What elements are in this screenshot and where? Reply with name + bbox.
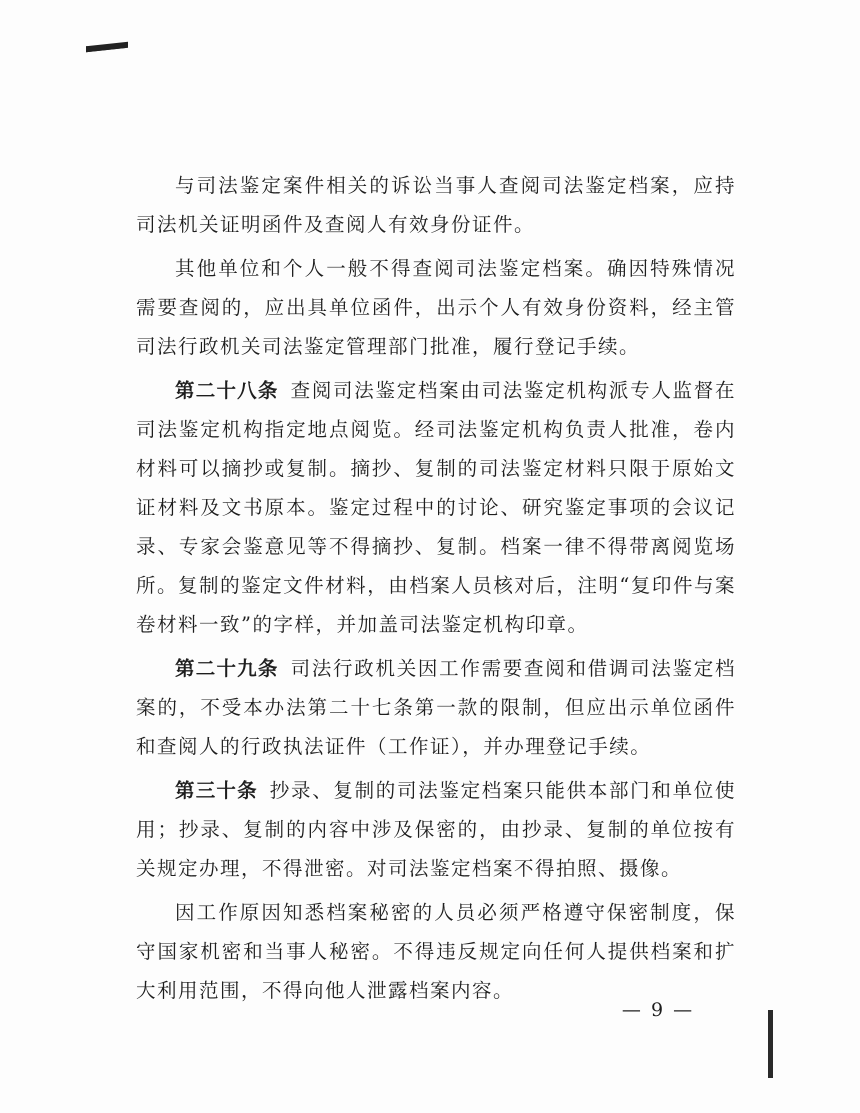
paragraph xyxy=(136,893,736,1010)
scan-edge-mark xyxy=(86,42,128,52)
paragraph-text: 其他单位和个人一般不得查阅司法鉴定档案。确因特殊情况需要查阅的，应出具单位函件，出示个人有效身份资料，经主管司法行政机关司法鉴定管理部门批准，履行登记手续。 xyxy=(136,257,736,358)
paragraph xyxy=(136,166,736,244)
page-number: — 9 — xyxy=(621,999,695,1021)
article-title: 第三十条 xyxy=(175,779,258,802)
article-paragraph xyxy=(136,371,736,644)
document-body xyxy=(136,166,736,1010)
article-paragraph xyxy=(136,649,736,766)
paragraph xyxy=(136,249,736,366)
paragraph-text: 查阅司法鉴定档案由司法鉴定机构派专人监督在司法鉴定机构指定地点阅览。经司法鉴定机构负责人批准，卷内材料可以摘抄或复制。摘抄、复制的司法鉴定材料只限于原始文证材料及文书原本。鉴定过程中的讨论、研究鉴定事项的会议记录、专家会鉴意见等不得摘抄、复制。档案一律不得带离阅览场所。复制的鉴定文件材料，由档案人员核对后，注明“复印件与案卷材料一致”的字样，并加盖司法鉴定机构印章。 xyxy=(136,379,736,636)
paragraph-text: 因工作原因知悉档案秘密的人员必须严格遵守保密制度，保守国家机密和当事人秘密。不得违反规定向任何人提供档案和扩大利用范围，不得向他人泄露档案内容。 xyxy=(136,901,736,1002)
article-title: 第二十八条 xyxy=(175,379,279,402)
paragraph-text: 抄录、复制的司法鉴定档案只能供本部门和单位使用；抄录、复制的内容中涉及保密的，由抄录、复制的单位按有关规定办理，不得泄密。对司法鉴定档案不得拍照、摄像。 xyxy=(136,779,736,880)
article-title: 第二十九条 xyxy=(175,657,279,680)
paragraph-text: 与司法鉴定案件相关的诉讼当事人查阅司法鉴定档案，应持司法机关证明函件及查阅人有效身份证件。 xyxy=(136,174,736,236)
scan-edge-mark xyxy=(768,1010,773,1078)
article-paragraph xyxy=(136,771,736,888)
paragraph-text: 司法行政机关因工作需要查阅和借调司法鉴定档案的，不受本办法第二十七条第一款的限制，但应出示单位函件和查阅人的行政执法证件（工作证），并办理登记手续。 xyxy=(136,657,736,758)
